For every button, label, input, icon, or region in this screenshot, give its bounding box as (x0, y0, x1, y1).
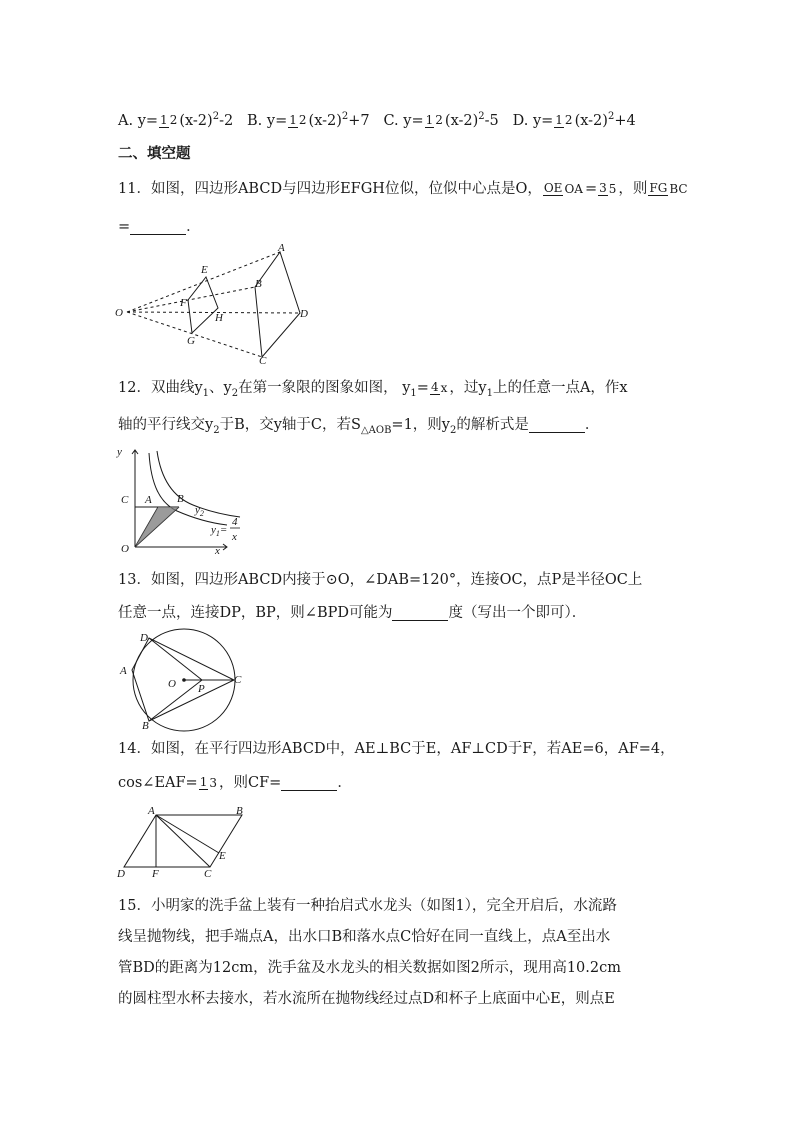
q13-label-c: C (234, 674, 242, 686)
q14-line1: 14．如图，在平行四边形ABCD中，AE⊥BC于E，AF⊥CD于F，若AE=6，AF=4， (118, 741, 675, 757)
q11-figure (115, 242, 315, 367)
q12-figure (115, 445, 255, 555)
q14-figure (116, 805, 256, 880)
option-b: B. y= 1 2 $(x-2)^2+7$ (247, 111, 370, 129)
q14-line2: cos∠EAF= 1 3 ，则CF= ． (118, 775, 352, 791)
q15-line3: 管BD的距离为12cm，洗手盆及水龙头的相关数据如图2所示，现用高10.2cm (118, 960, 621, 976)
q12-label-y1: $y_1=$ (211, 524, 228, 538)
q13-figure (116, 628, 246, 733)
options-row (118, 106, 636, 132)
q12-label-b: B (177, 493, 184, 505)
q13-label-p: P (198, 683, 205, 695)
q14-label-c: C (204, 868, 212, 880)
q11-label-e: E (201, 264, 208, 276)
q11-label-f: F (180, 297, 187, 309)
q11-label-b: B (255, 278, 262, 290)
q12-label-y2: $y_2$ (195, 504, 204, 518)
q11-label-a: A (278, 242, 285, 254)
q11-label-o: O (115, 307, 123, 319)
q13-label-d: D (140, 632, 148, 644)
q14-label-b: B (236, 805, 243, 817)
q12-label-x-axis: x (215, 545, 220, 555)
q12-label-o: O (121, 543, 129, 555)
q13-label-b: B (142, 720, 149, 732)
q13-answer-blank (392, 606, 448, 621)
q11-label-h: H (215, 312, 223, 324)
option-d: D. y= 1 2 $(x-2)^2+4$ (512, 111, 636, 129)
q14-label-f: F (152, 868, 159, 880)
q12-label-y-axis: y (117, 446, 122, 458)
q15-line4: 的圆柱型水杯去接水，若水流所在抛物线经过点D和杯子上底面中心E，则点E (118, 991, 615, 1007)
option-c: C. y= 1 2 $(x-2)^2-5$ (383, 111, 499, 129)
q11-label-c: C (259, 355, 267, 367)
q14-label-a: A (148, 805, 155, 817)
section-title: 二、填空题 (118, 146, 191, 162)
option-a: A. y= 1 2 $(x-2)^2-2$ (118, 111, 234, 129)
q15-line1: 15．小明家的洗手盆上装有一种抬启式水龙头（如图1），完全开启后，水流路 (118, 898, 617, 914)
q11-line2: = ． (118, 219, 201, 235)
q14-answer-blank (281, 776, 337, 791)
q11-label-d: D (300, 308, 308, 320)
q11-answer-blank (130, 220, 186, 235)
q12-answer-blank (529, 418, 585, 433)
q14-label-d: D (117, 868, 125, 880)
q11-line1: 11．如图，四边形ABCD与四边形EFGH位似，位似中心点是O， OE OA = 3 5 ，则 FG BC (118, 181, 688, 197)
q13-label-a: A (120, 665, 127, 677)
q12-label-c: C (121, 494, 129, 506)
q13-line1: 13．如图，四边形ABCD内接于⊙O，∠DAB=120°，连接OC，点P是半径OC上 (118, 572, 643, 588)
q13-label-o: O (168, 678, 176, 690)
q12-label-den: x (232, 531, 237, 543)
q11-label-g: G (187, 335, 195, 347)
q14-label-e: E (219, 850, 226, 862)
q13-line2: 任意一点，连接DP，BP，则∠BPD可能为 度（写出一个即可）． (118, 605, 587, 621)
q12-label-num: 4 (232, 516, 238, 528)
q15-line2: 线呈抛物线，把手端点A，出水口B和落水点C恰好在同一直线上，点A至出水 (118, 929, 611, 945)
q12-label-a: A (145, 494, 152, 506)
q12-line1: 12．双曲线$y_1$、$y_2$在第一象限的图象如图， $y_1= 4$ x ，过$y_1$上的任意一点A，作x (118, 380, 628, 399)
q12-line2: 轴的平行线交$y_2$于B，交y轴于C，若$S_{\triangle AOB}=1$，则$y_2$的解析式是 ． (118, 417, 600, 436)
